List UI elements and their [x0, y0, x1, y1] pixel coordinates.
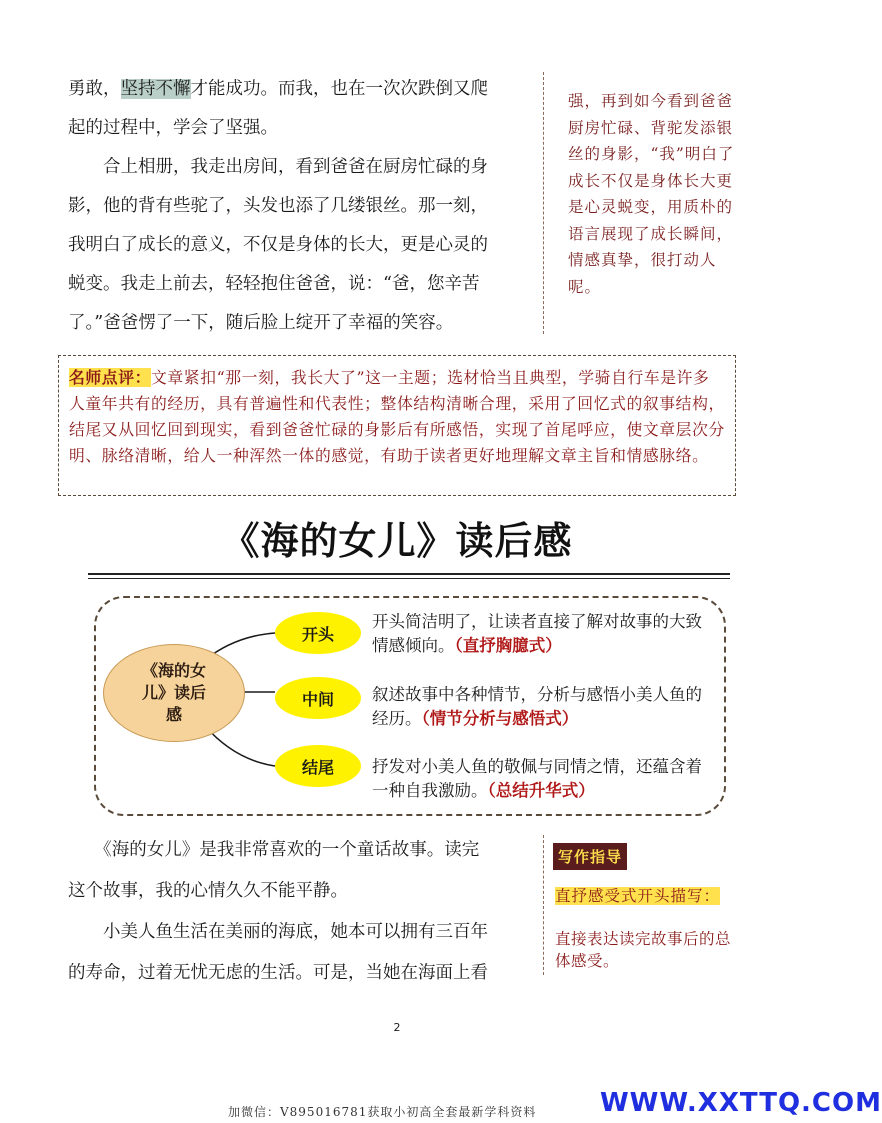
mindmap-text-ending: 抒发对小美人鱼的敬佩与同情之情，还蕴含着一种自我激励。（总结升华式）	[372, 757, 702, 800]
essay-text	[68, 830, 516, 994]
mindmap-text-middle: 叙述故事中各种情节，分析与感悟小美人鱼的经历。（情节分析与感悟式）	[372, 685, 702, 728]
footer-note: 加微信：V895016781获取小初高全套最新学科资料	[228, 1105, 537, 1119]
story-line-1: 勇敢，坚持不懈才能成功。而我，也在一次次跌倒又爬	[68, 79, 488, 99]
mindmap-node-middle: 中间	[275, 677, 361, 719]
story-para2-line-4: 蜕变。我走上前去，轻轻抱住爸爸，说：“爸，您辛苦	[68, 274, 480, 294]
writing-guide-body: 直接表达读完故事后的总体感受。	[555, 930, 732, 970]
mindmap-center-node: 《海的女 儿》读后 感	[103, 644, 245, 742]
essay-line-3: 小美人鱼生活在美丽的海底，她本可以拥有三百年	[68, 922, 488, 942]
page-number: 2	[393, 1021, 401, 1034]
highlighted-phrase: 坚持不懈	[120, 79, 191, 99]
brand-watermark: WWW.XXTTQ.COM	[600, 1088, 882, 1118]
essay-line-4: 的寿命，过着无忧无虑的生活。可是，当她在海面上看	[68, 963, 488, 983]
story-para2-line-5: 了。”爸爸愣了一下，随后脸上绽开了幸福的笑容。	[68, 313, 454, 333]
guide-divider	[543, 835, 544, 975]
mindmap-node-ending: 结尾	[275, 745, 361, 787]
review-label: 名师点评：	[69, 368, 151, 387]
mindmap-node-opening: 开头	[275, 612, 361, 654]
writing-guide-label: 写作指导	[553, 843, 627, 870]
story-para2-line-3: 我明白了成长的意义，不仅是身体的长大，更是心灵的	[68, 235, 488, 255]
essay-line-1: 《海的女儿》是我非常喜欢的一个童话故事。读完	[68, 840, 480, 860]
essay-line-2: 这个故事，我的心情久久不能平静。	[68, 881, 348, 901]
story-para2-line-2: 影，他的背有些驼了，头发也添了几缕银丝。那一刻，	[68, 196, 488, 216]
mindmap-text-opening: 开头简洁明了，让读者直接了解对故事的大致情感倾向。（直抒胸臆式）	[372, 612, 702, 655]
essay-title: 《海的女儿》读后感	[221, 519, 573, 563]
story-para2-line-1: 合上相册，我走出房间，看到爸爸在厨房忙碌的身	[68, 157, 488, 177]
review-text: 文章紧扣“那一刻，我长大了”这一主题；选材恰当且典型，学骑自行车是许多人童年共有的经历，具有普遍性和代表性；整体结构清晰合理，采用了回忆式的叙事结构，结尾又从回忆回到现实，看到爸爸忙碌的身影后有所感悟，实现了首尾呼应，使文章层次分明、脉络清晰，给人一种浑然一体的感觉，有助于读者更好地理解文章主旨和情感脉络。	[69, 368, 725, 465]
writing-guide-heading: 直抒感受式开头描写：	[555, 887, 721, 905]
story-line-2: 起的过程中，学会了坚强。	[68, 118, 278, 138]
side-comment: 强，再到如今看到爸爸厨房忙碌、背驼发添银丝的身影，“我”明白了成长不仅是身体长大更是心灵蜕变，用质朴的语言展现了成长瞬间，情感真挚，很打动人呢。	[568, 92, 735, 296]
